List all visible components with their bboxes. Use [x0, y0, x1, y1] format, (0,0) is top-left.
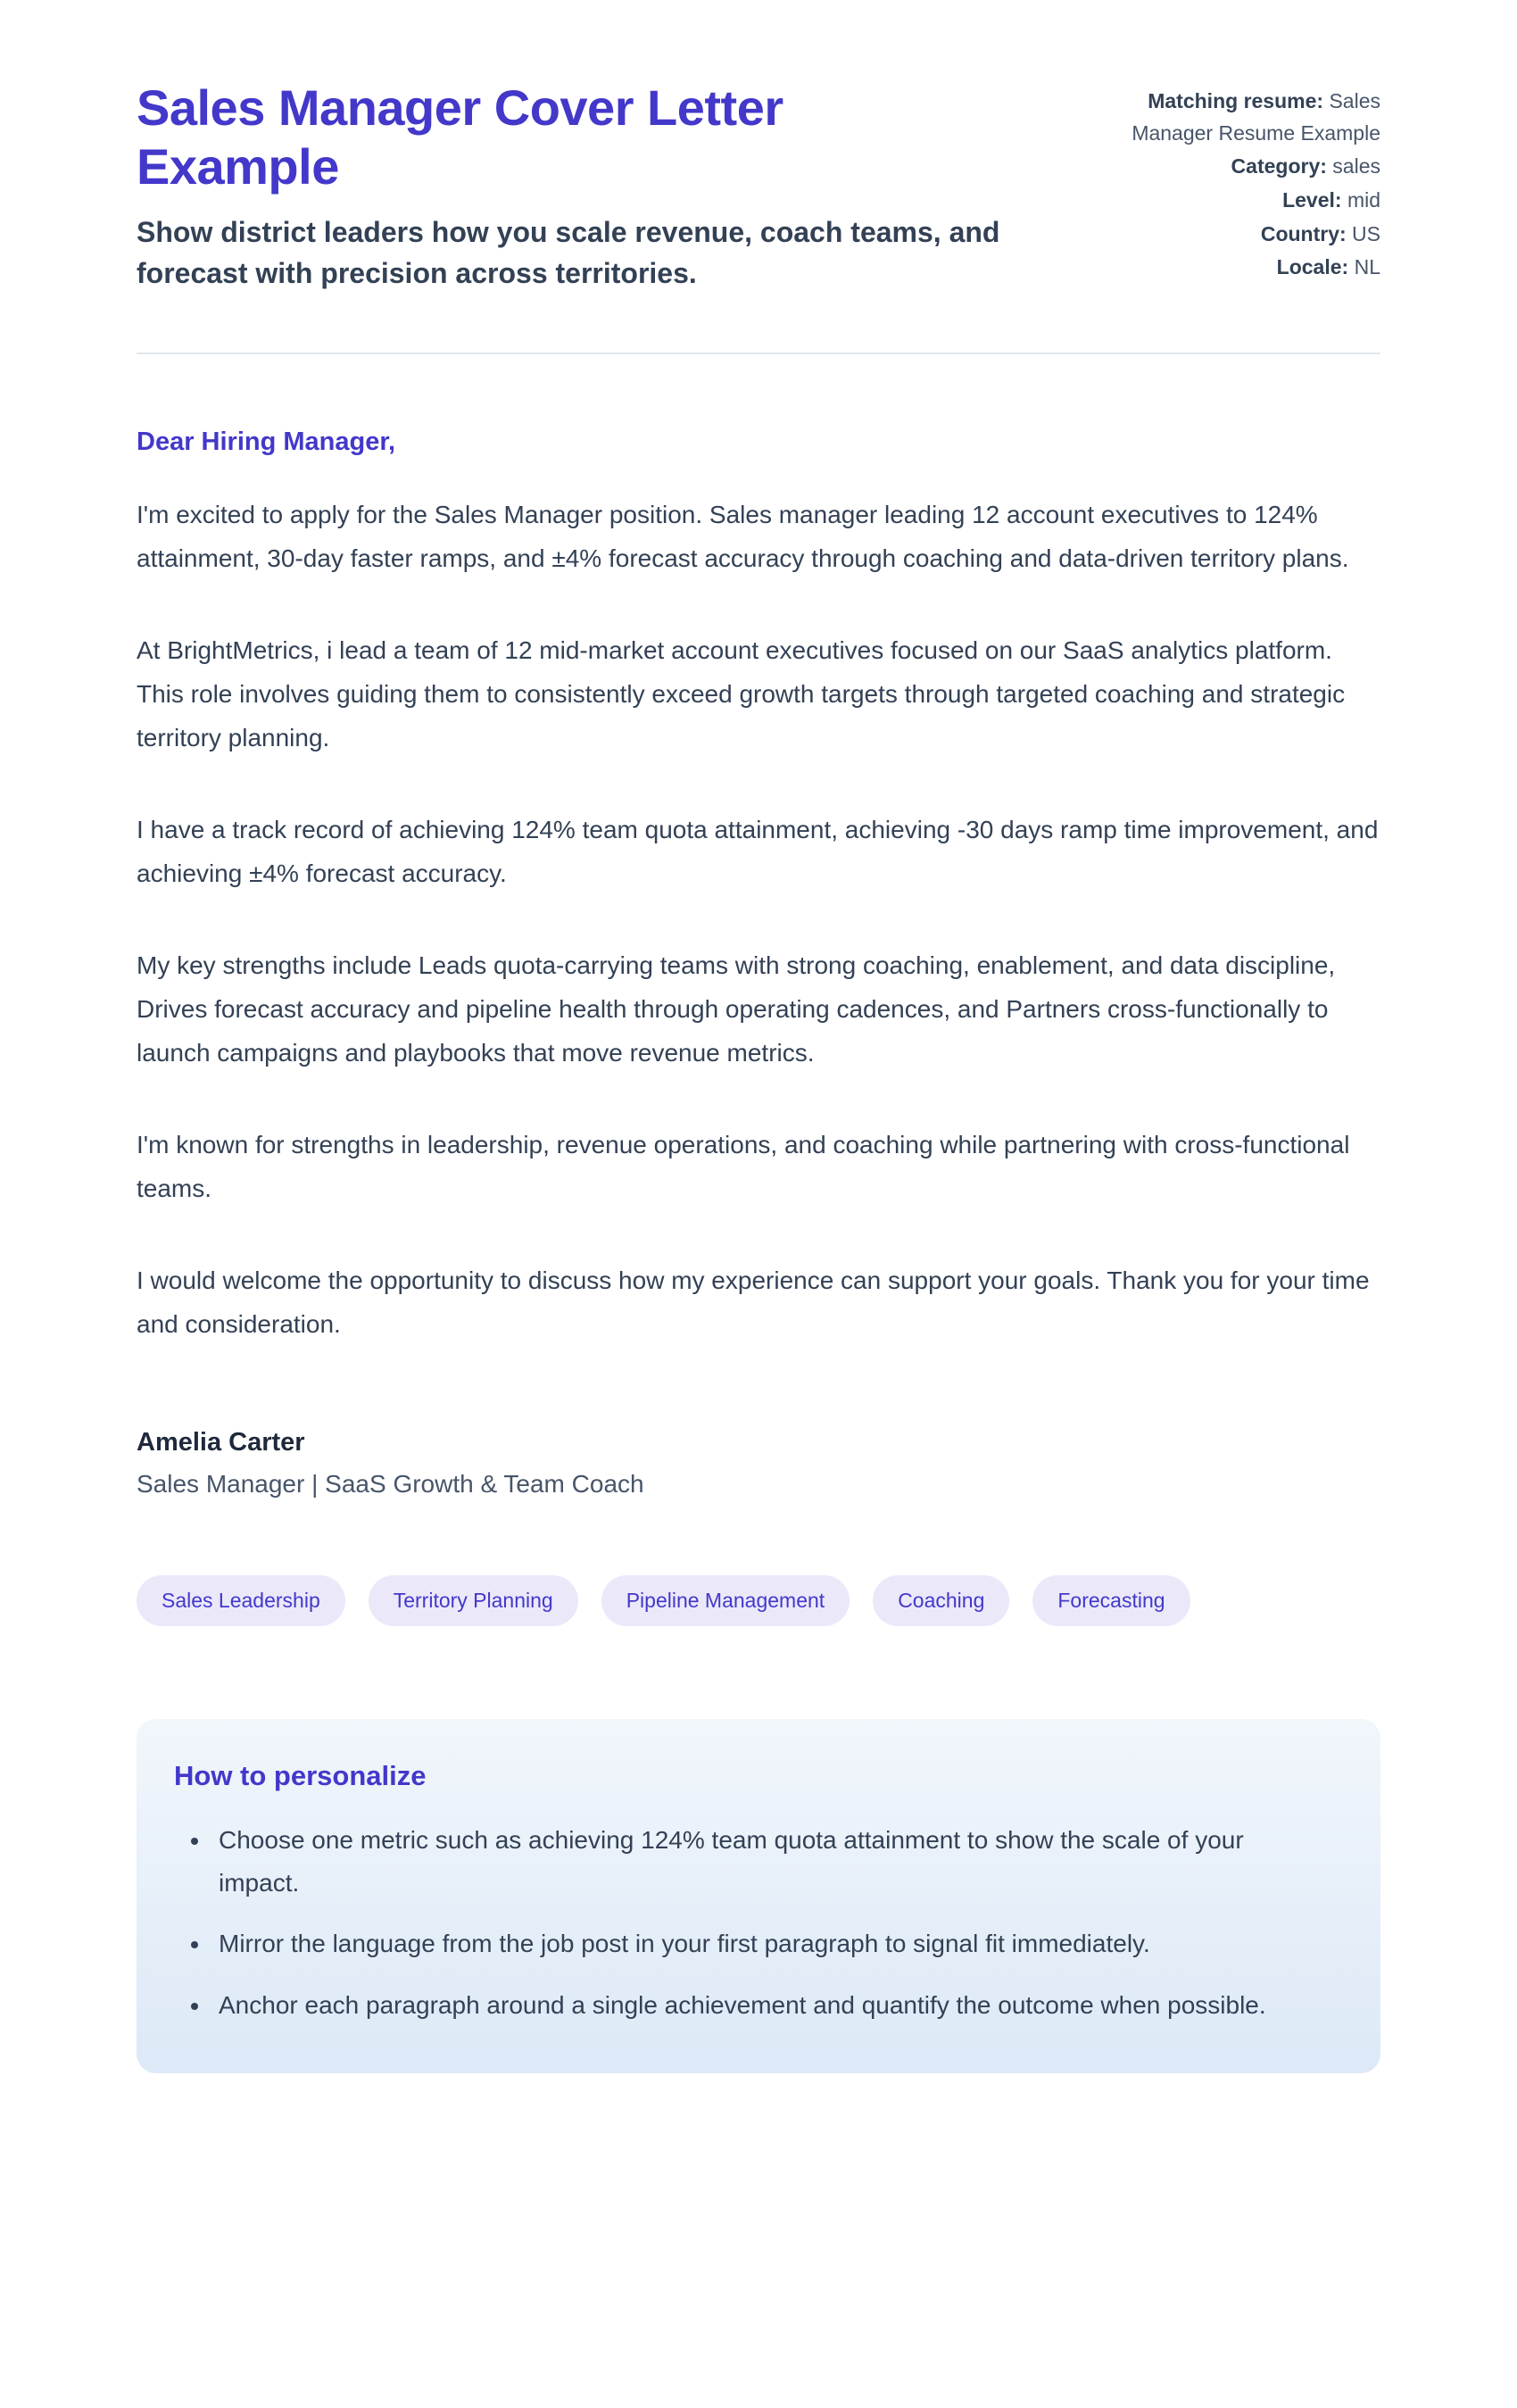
tag-territory-planning[interactable]: Territory Planning: [369, 1575, 578, 1626]
letter-paragraph-2: At BrightMetrics, i lead a team of 12 mid-market account executives focused on our SaaS analytics platform. This role involves guiding them to consistently exceed growth targets through targeted coaching and strategic territory planning.: [137, 636, 1346, 752]
signature-name: Amelia Carter: [137, 1428, 305, 1457]
meta-value-level: mid: [1347, 187, 1380, 212]
personalize-list: [174, 1819, 1334, 2027]
meta-row-matching-resume: [1104, 86, 1380, 149]
meta-label-matching-resume: Matching resume:: [1148, 89, 1324, 112]
tag-forecasting[interactable]: Forecasting: [1032, 1575, 1190, 1626]
letter-paragraph-4: My key strengths include Leads quota-carrying teams with strong coaching, enablement, and data discipline, Drives forecast accuracy and pipeline health through operating cadences, and Partners cross-functionally to launch campaigns and playbooks that move revenue metrics.: [137, 951, 1336, 1067]
meta-value-matching-resume: Sales Manager Resume Example: [1132, 89, 1380, 145]
signature-title: Sales Manager | SaaS Growth & Team Coach: [137, 1470, 644, 1499]
meta-label-country: Country:: [1260, 221, 1347, 245]
letter-paragraph-5: I'm known for strengths in leadership, revenue operations, and coaching while partnering with cross-functional teams.: [137, 1131, 1350, 1203]
letter-paragraph-3: I have a track record of achieving 124% team quota attainment, achieving -30 days ramp time improvement, and achieving ±4% forecast accuracy.: [137, 816, 1379, 888]
meta-row-locale: [1104, 252, 1380, 284]
tag-sales-leadership[interactable]: Sales Leadership: [137, 1575, 345, 1626]
tag-list: [137, 1575, 1380, 1626]
letter-paragraph-6: I would welcome the opportunity to discuss how my experience can support your goals. Thank you for your time and consideration.: [137, 1266, 1370, 1339]
personalize-bullet-3: • Anchor each paragraph around a single achievement and quantify the outcome when possible.: [211, 1984, 1309, 2027]
page-title: Sales Manager Cover Letter Example: [137, 79, 783, 195]
personalize-bullet-1: • Choose one metric such as achieving 124% team quota attainment to show the scale of your impact.: [211, 1819, 1309, 1905]
tag-coaching[interactable]: Coaching: [873, 1575, 1009, 1626]
meta-label-category: Category:: [1231, 154, 1327, 179]
meta-row-level: [1104, 185, 1380, 217]
personalize-callout: [137, 1719, 1380, 2073]
tag-pipeline-management[interactable]: Pipeline Management: [601, 1575, 850, 1626]
meta-panel: [1104, 79, 1380, 286]
meta-value-country: US: [1352, 221, 1380, 245]
personalize-bullet-2: • Mirror the language from the job post in your first paragraph to signal fit immediately.: [211, 1922, 1309, 1965]
page-subtitle: Show district leaders how you scale revenue, coach teams, and forecast with precision across territories.: [137, 216, 1000, 289]
header-title-block: [137, 79, 1038, 294]
meta-row-country: [1104, 219, 1380, 251]
meta-label-locale: Locale:: [1276, 255, 1349, 279]
meta-value-locale: NL: [1354, 255, 1380, 279]
personalize-heading: How to personalize: [174, 1760, 427, 1792]
meta-value-category: sales: [1332, 154, 1380, 179]
meta-label-level: Level:: [1282, 187, 1342, 212]
letter-paragraph-1: I'm excited to apply for the Sales Manager position. Sales manager leading 12 account executives to 124% attainment, 30-day faster ramps, and ±4% forecast accuracy through coaching and data-driven territory plans.: [137, 501, 1349, 573]
letter-body: [137, 354, 1380, 2073]
meta-row-category: [1104, 151, 1380, 183]
page-header: [137, 79, 1380, 294]
salutation: Dear Hiring Manager,: [137, 428, 396, 457]
